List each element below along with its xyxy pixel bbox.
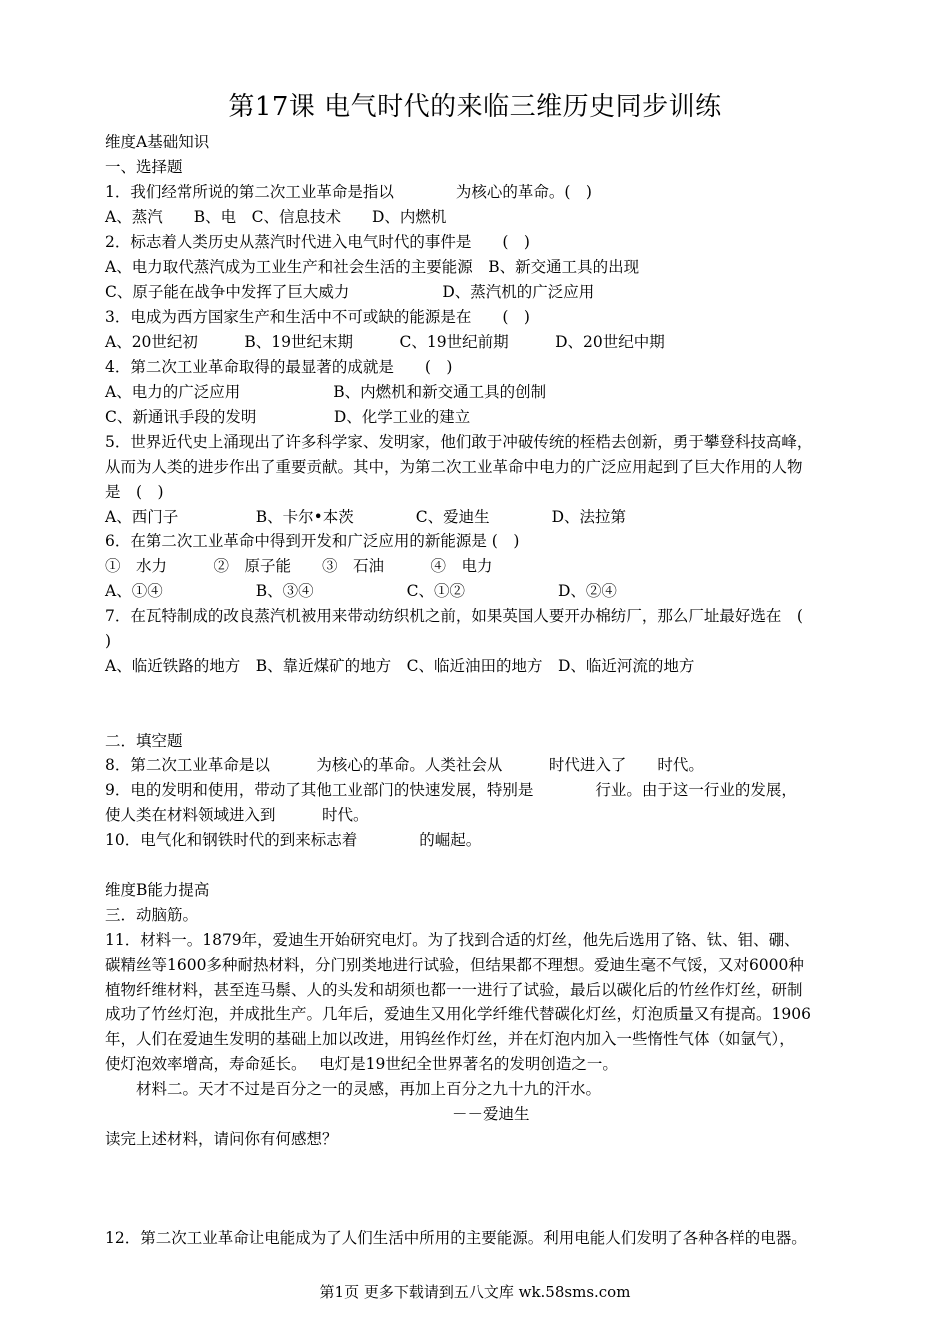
question-11-line-2: 碳精丝等1600多种耐热材料，分门别类地进行试验，但结果都不理想。爱迪生毫不气馁，又对6000种 bbox=[105, 956, 804, 974]
question-7-line-2: ) bbox=[105, 632, 112, 650]
question-11-line-3: 植物纤维材料，甚至连马鬃、人的头发和胡须也都一一进行了试验，最后以碳化后的竹丝作灯丝，研制 bbox=[105, 981, 803, 999]
question-8: 8．第二次工业革命是以 为核心的革命。人类社会从 时代进入了 时代。 bbox=[105, 756, 704, 774]
question-4: 4．第二次工业革命取得的最显著的成就是 ( ) bbox=[105, 358, 453, 376]
question-5-line-2: 从而为人类的进步作出了重要贡献。其中，为第二次工业革命中电力的广泛应用起到了巨大作用的人物 bbox=[105, 458, 803, 476]
question-9-line-1: 9．电的发明和使用，带动了其他工业部门的快速发展，特别是 行业。由于这一行业的发展， bbox=[105, 781, 797, 799]
section-heading-a: 维度A基础知识 bbox=[105, 133, 210, 151]
question-6-items: ① 水力 ② 原子能 ③ 石油 ④ 电力 bbox=[105, 557, 493, 575]
question-3-options: A、20世纪初 B、19世纪末期 C、19世纪前期 D、20世纪中期 bbox=[105, 333, 665, 351]
section-heading-think: 三．动脑筋。 bbox=[105, 906, 199, 924]
question-10: 10．电气化和钢铁时代的到来标志着 的崛起。 bbox=[105, 831, 482, 849]
question-5-options: A、西门子 B、卡尔•本茨 C、爱迪生 D、法拉第 bbox=[105, 508, 627, 526]
question-3: 3．电成为西方国家生产和生活中不可或缺的能源是在 ( ) bbox=[105, 308, 530, 326]
question-11-prompt: 读完上述材料，请问你有何感想？ bbox=[105, 1130, 338, 1148]
question-5-line-1: 5．世界近代史上涌现出了许多科学家、发明家，他们敢于冲破传统的桎梏去创新，勇于攀登科技高峰， bbox=[105, 433, 813, 451]
question-4-options-cd: C、新通讯手段的发明 D、化学工业的建立 bbox=[105, 408, 471, 426]
question-6-options: A、①④ B、③④ C、①② D、②④ bbox=[105, 582, 617, 600]
question-11-line-1: 11．材料一。1879年，爱迪生开始研究电灯。为了找到合适的灯丝，他先后选用了铬、钛、钼、硼、 bbox=[105, 931, 800, 949]
question-4-options-ab: A、电力的广泛应用 B、内燃机和新交通工具的创制 bbox=[105, 383, 547, 401]
material-two: 材料二。天才不过是百分之一的灵感，再加上百分之九十九的汗水。 bbox=[105, 1080, 602, 1098]
section-heading-choice: 一、选择题 bbox=[105, 158, 183, 176]
question-2: 2．标志着人类历史从蒸汽时代进入电气时代的事件是 ( ) bbox=[105, 233, 530, 251]
question-2-options-cd: C、原子能在战争中发挥了巨大威力 D、蒸汽机的广泛应用 bbox=[105, 283, 595, 301]
question-11-line-4: 成功了竹丝灯泡，并成批生产。几年后，爱迪生又用化学纤维代替碳化灯丝，灯泡质量又有提高。1906 bbox=[105, 1005, 811, 1023]
question-2-options-ab: A、电力取代蒸汽成为工业生产和社会生活的主要能源 B、新交通工具的出现 bbox=[105, 258, 640, 276]
question-11-line-6: 使灯泡效率增高，寿命延长。 电灯是19世纪全世界著名的发明创造之一。 bbox=[105, 1055, 618, 1073]
question-5-line-3: 是 ( ) bbox=[105, 483, 164, 501]
question-9-line-2: 使人类在材料领域进入到 时代。 bbox=[105, 806, 369, 824]
section-heading-b: 维度B能力提高 bbox=[105, 881, 210, 899]
quote-attribution: －－爱迪生 bbox=[452, 1105, 530, 1123]
section-heading-fill: 二．填空题 bbox=[105, 732, 183, 750]
question-1: 1．我们经常所说的第二次工业革命是指以 为核心的革命。( ) bbox=[105, 183, 592, 201]
question-12: 12．第二次工业革命让电能成为了人们生活中所用的主要能源。利用电能人们发明了各种各样的电器。 bbox=[105, 1229, 807, 1247]
question-6: 6．在第二次工业革命中得到开发和广泛应用的新能源是 ( ) bbox=[105, 532, 520, 550]
question-11-line-5: 年，人们在爱迪生发明的基础上加以改进，用钨丝作灯丝，并在灯泡内加入一些惰性气体（如氩气）， bbox=[105, 1030, 795, 1048]
page-footer: 第1页 更多下载请到五八文库 wk.58sms.com bbox=[319, 1283, 631, 1301]
question-7-line-1: 7．在瓦特制成的改良蒸汽机被用来带动纺织机之前，如果英国人要开办棉纺厂，那么厂址最好选在 ( bbox=[105, 607, 803, 625]
question-1-options: A、蒸汽 B、电 C、信息技术 D、内燃机 bbox=[105, 208, 447, 226]
question-7-options: A、临近铁路的地方 B、靠近煤矿的地方 C、临近油田的地方 D、临近河流的地方 bbox=[105, 657, 695, 675]
page-title: 第17课 电气时代的来临三维历史同步训练 bbox=[228, 92, 722, 122]
